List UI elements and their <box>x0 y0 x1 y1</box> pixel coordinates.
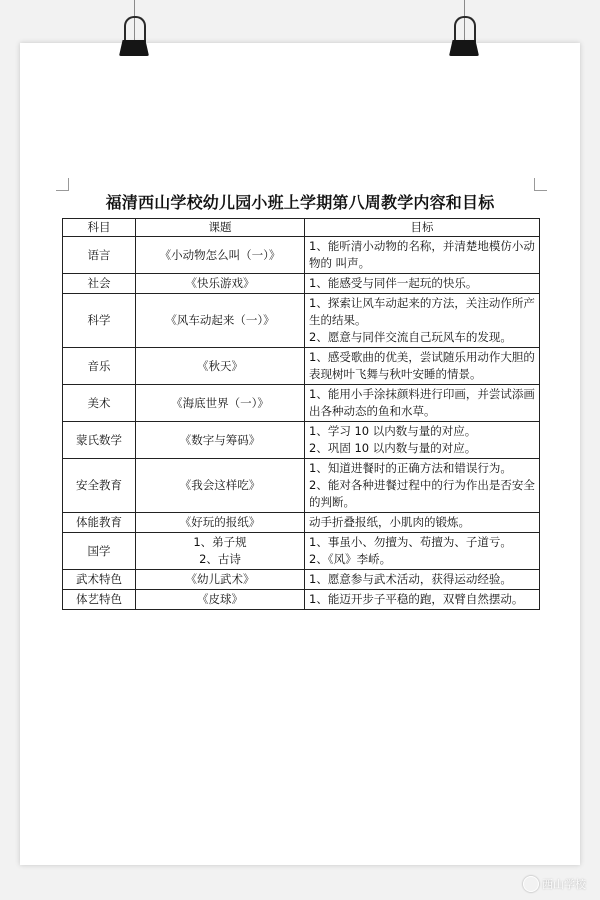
topic-cell: 《我会这样吃》 <box>136 459 305 513</box>
topic-cell: 《小动物怎么叫（一）》 <box>136 237 305 274</box>
goal-line: 1、事虽小、勿擅为、苟擅为、子道亏。 <box>309 535 512 549</box>
goal-line: 2、能对各种进餐过程中的行为作出是否安全的判断。 <box>309 478 535 509</box>
goal-line: 1、愿意参与武术活动，获得运动经验。 <box>309 572 512 586</box>
header-goal: 目标 <box>305 219 540 237</box>
table-row <box>63 570 540 590</box>
topic-cell: 《秋天》 <box>136 348 305 385</box>
binder-clip-right <box>449 36 479 56</box>
goal-line: 1、能迈开步子平稳的跑，双臂自然摆动。 <box>309 592 524 606</box>
subject-cell: 蒙氏数学 <box>63 422 136 459</box>
binder-clip-left <box>119 36 149 56</box>
table-header-row <box>63 219 540 237</box>
goal-cell <box>305 590 540 610</box>
subject-cell: 音乐 <box>63 348 136 385</box>
goal-line: 2、《风》李峤。 <box>309 552 392 566</box>
table-row <box>63 274 540 294</box>
subject-cell: 武术特色 <box>63 570 136 590</box>
goal-line: 1、感受歌曲的优美，尝试随乐用动作大胆的表现树叶飞舞与秋叶安睡的情景。 <box>309 350 535 381</box>
subject-cell: 体艺特色 <box>63 590 136 610</box>
topic-cell: 《幼儿武术》 <box>136 570 305 590</box>
subject-cell: 安全教育 <box>63 459 136 513</box>
subject-cell: 美术 <box>63 385 136 422</box>
table-row <box>63 422 540 459</box>
topic-cell <box>136 533 305 570</box>
goal-line: 1、能听清小动物的名称，并清楚地模仿小动物的 叫声。 <box>309 239 535 270</box>
topic-cell: 《风车动起来（一）》 <box>136 294 305 348</box>
topic-cell: 《快乐游戏》 <box>136 274 305 294</box>
header-subject: 科目 <box>63 219 136 237</box>
goal-cell <box>305 294 540 348</box>
table-row <box>63 459 540 513</box>
document-title: 福清西山学校幼儿园小班上学期第八周教学内容和目标 <box>105 193 495 212</box>
goal-cell <box>305 459 540 513</box>
goal-line: 1、能感受与同伴一起玩的快乐。 <box>309 276 478 290</box>
watermark <box>523 876 586 892</box>
goal-cell <box>305 422 540 459</box>
goal-line: 1、探索让风车动起来的方法，关注动作所产生的结果。 <box>309 296 535 327</box>
goal-line: 动手折叠报纸，小肌肉的锻炼。 <box>309 515 470 529</box>
goal-line: 1、能用小手涂抹颜料进行印画，并尝试添画出各种动态的鱼和水草。 <box>309 387 535 418</box>
subject-cell: 语言 <box>63 237 136 274</box>
goal-cell <box>305 348 540 385</box>
goal-cell <box>305 533 540 570</box>
goal-cell <box>305 237 540 274</box>
topic-line: 2、古诗 <box>199 552 241 566</box>
subject-cell: 体能教育 <box>63 513 136 533</box>
subject-cell: 科学 <box>63 294 136 348</box>
goal-line: 2、愿意与同伴交流自己玩风车的发现。 <box>309 330 512 344</box>
subject-cell: 国学 <box>63 533 136 570</box>
header-topic: 课题 <box>136 219 305 237</box>
goal-line: 2、巩固 10 以内数与量的对应。 <box>309 441 477 455</box>
goal-line: 1、知道进餐时的正确方法和错误行为。 <box>309 461 512 475</box>
goal-line: 1、学习 10 以内数与量的对应。 <box>309 424 477 438</box>
watermark-text: 西山学校 <box>542 878 586 891</box>
topic-cell: 《皮球》 <box>136 590 305 610</box>
table-row <box>63 513 540 533</box>
table-row <box>63 533 540 570</box>
table-row <box>63 385 540 422</box>
school-logo-icon <box>523 876 539 892</box>
schedule-table <box>62 218 540 610</box>
topic-cell: 《海底世界（一）》 <box>136 385 305 422</box>
goal-cell <box>305 570 540 590</box>
table-row <box>63 590 540 610</box>
goal-cell <box>305 385 540 422</box>
goal-cell <box>305 274 540 294</box>
topic-line: 1、弟子规 <box>193 535 247 549</box>
subject-cell: 社会 <box>63 274 136 294</box>
table-row <box>63 237 540 274</box>
table-row <box>63 294 540 348</box>
topic-cell: 《数字与筹码》 <box>136 422 305 459</box>
topic-cell: 《好玩的报纸》 <box>136 513 305 533</box>
table-row <box>63 348 540 385</box>
goal-cell <box>305 513 540 533</box>
